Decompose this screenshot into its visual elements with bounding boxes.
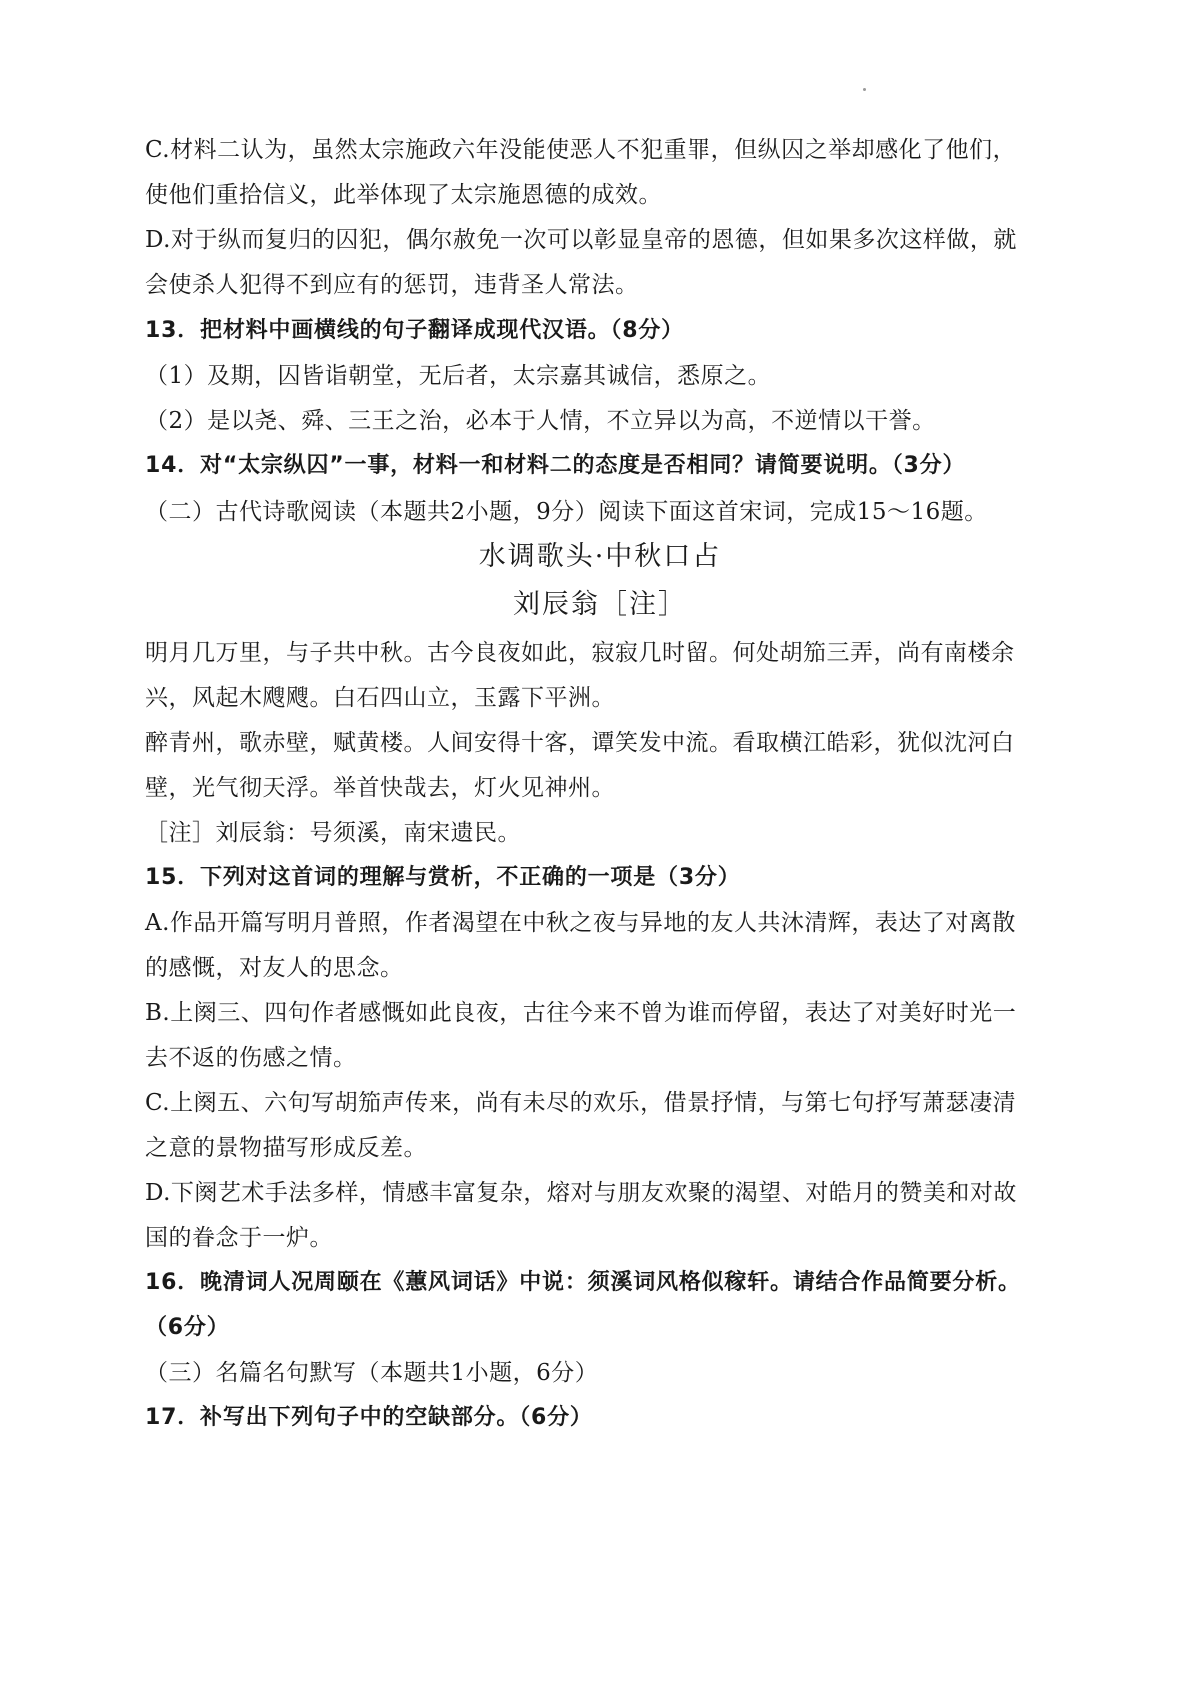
section-2-heading: （二）古代诗歌阅读（本题共2小题，9分）阅读下面这首宋词，完成15～16题。 — [145, 499, 988, 525]
poem-line-2: 兴，风起木飕飕。白石四山立，玉露下平洲。 — [145, 685, 615, 711]
option-c-line-2: 使他们重拾信义，此举体现了太宗施恩德的成效。 — [145, 182, 662, 208]
poem-title: 水调歌头·中秋口占 — [478, 541, 722, 572]
section-3-heading: （三）名篇名句默写（本题共1小题，6分） — [145, 1360, 599, 1386]
q15-option-a-line-1: A.作品开篇写明月普照，作者渴望在中秋之夜与异地的友人共沐清辉，表达了对离散 — [145, 910, 1016, 936]
question-13: 13．把材料中画横线的句子翻译成现代汉语。（8分） — [145, 318, 684, 343]
question-14: 14．对“太宗纵囚”一事，材料一和材料二的态度是否相同？请简要说明。（3分） — [145, 453, 966, 478]
question-16: 16．晚清词人况周颐在《蕙风词话》中说：须溪词风格似稼轩。请结合作品简要分析。 — [145, 1270, 1021, 1295]
scan-dot — [863, 88, 866, 91]
question-17: 17．补写出下列句子中的空缺部分。（6分） — [145, 1405, 593, 1430]
poem-note: ［注］刘辰翁：号须溪，南宋遗民。 — [145, 820, 521, 846]
q15-option-b-line-2: 去不返的伤感之情。 — [145, 1045, 357, 1071]
option-c-line-1: C.材料二认为，虽然太宗施政六年没能使恶人不犯重罪，但纵囚之举却感化了他们， — [145, 137, 1017, 163]
q15-option-d-line-2: 国的眷念于一炉。 — [145, 1225, 333, 1251]
question-13-item-2: （2）是以尧、舜、三王之治，必本于人情，不立异以为高，不逆情以干誉。 — [145, 408, 936, 434]
q15-option-c-line-1: C.上阕五、六句写胡笳声传来，尚有未尽的欢乐，借景抒情，与第七句抒写萧瑟凄清 — [145, 1090, 1017, 1116]
poem-line-4: 壁，光气彻天浮。举首快哉去，灯火见神州。 — [145, 775, 615, 801]
question-16-score: （6分） — [145, 1315, 230, 1340]
q15-option-b-line-1: B.上阕三、四句作者感慨如此良夜，古往今来不曾为谁而停留，表达了对美好时光一 — [145, 1000, 1017, 1026]
q15-option-d-line-1: D.下阕艺术手法多样，情感丰富复杂，熔对与朋友欢聚的渴望、对皓月的赞美和对故 — [145, 1180, 1017, 1206]
poem-line-1: 明月几万里，与子共中秋。古今良夜如此，寂寂几时留。何处胡笳三弄，尚有南楼余 — [145, 640, 1015, 666]
question-15: 15．下列对这首词的理解与赏析，不正确的一项是（3分） — [145, 865, 741, 890]
q15-option-c-line-2: 之意的景物描写形成反差。 — [145, 1135, 427, 1161]
option-d-line-2: 会使杀人犯得不到应有的惩罚，违背圣人常法。 — [145, 272, 639, 298]
q15-option-a-line-2: 的感慨，对友人的思念。 — [145, 955, 404, 981]
poem-line-3: 醉青州，歌赤壁，赋黄楼。人间安得十客，谭笑发中流。看取横江皓彩，犹似沈河白 — [145, 730, 1015, 756]
poem-author: 刘辰翁［注］ — [513, 589, 687, 620]
question-13-item-1: （1）及期，囚皆诣朝堂，无后者，太宗嘉其诚信，悉原之。 — [145, 363, 772, 389]
option-d-line-1: D.对于纵而复归的囚犯，偶尔赦免一次可以彰显皇帝的恩德，但如果多次这样做，就 — [145, 227, 1017, 253]
